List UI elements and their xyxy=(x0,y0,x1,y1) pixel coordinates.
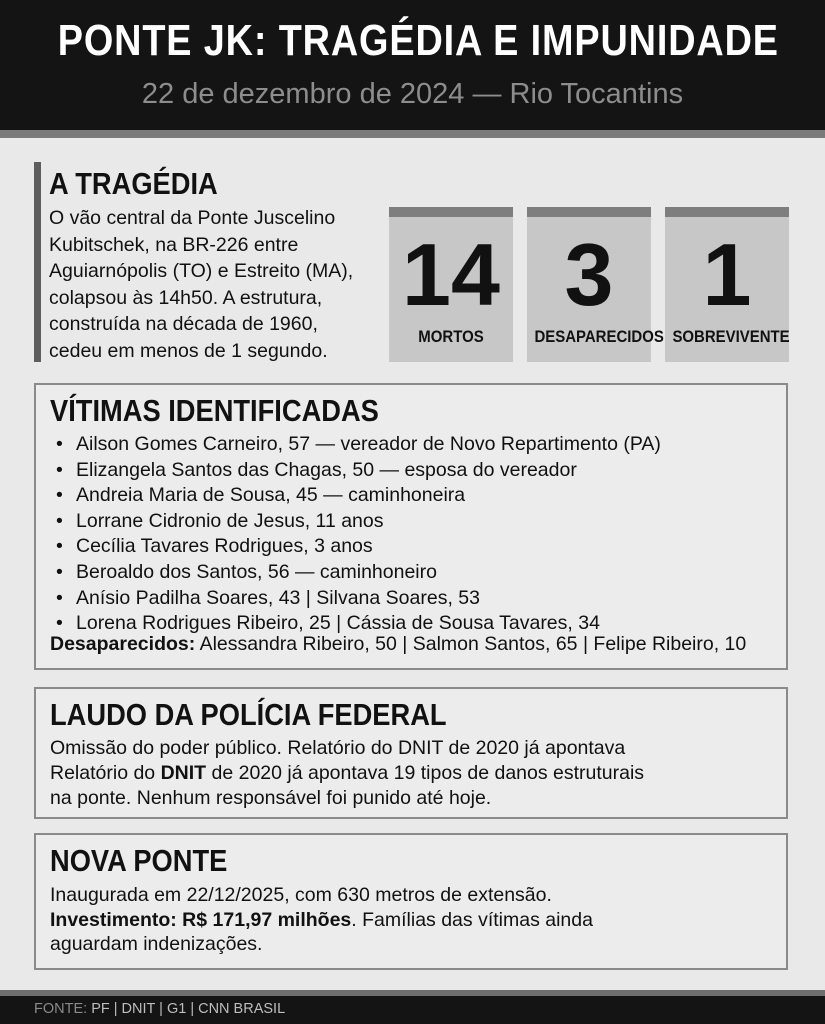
stat-value: 14 xyxy=(402,225,500,324)
list-item xyxy=(50,560,661,586)
list-item xyxy=(50,458,661,484)
laudo-section xyxy=(34,687,788,819)
vitimas-section xyxy=(34,383,788,670)
header-divider xyxy=(0,130,825,138)
section-accent-bar xyxy=(34,162,41,362)
footer xyxy=(0,990,825,1024)
victim-name: Lorena Rodrigues Ribeiro, 25 | Cássia de Sousa Tavares, 34 xyxy=(76,612,600,635)
bullet-icon: • xyxy=(56,612,63,635)
vitimas-heading: VÍTIMAS IDENTIFICADAS xyxy=(50,393,379,428)
missing-names: Alessandra Ribeiro, 50 | Salmon Santos, 65 | Felipe Ribeiro, 10 xyxy=(195,633,747,655)
nova-ponte-section xyxy=(34,833,788,970)
stat-label: SOBREVIVENTE xyxy=(672,327,790,346)
nova-ponte-line: Inaugurada em 22/12/2025, com 630 metros de extensão. xyxy=(50,884,552,906)
nova-ponte-line: aguardam indenizações. xyxy=(50,933,263,955)
missing-label: Desaparecidos: xyxy=(50,633,196,655)
laudo-text-bold: DNIT xyxy=(160,762,207,784)
victim-name: Lorrane Cidronio de Jesus, 11 anos xyxy=(76,509,384,532)
page-title: PONTE JK: TRAGÉDIA E IMPUNIDADE xyxy=(57,16,779,65)
laudo-line: na ponte. Nenhum responsável foi punido até hoje. xyxy=(50,787,492,809)
investment-label: Investimento: R$ 171,97 milhões xyxy=(50,909,352,931)
tragedia-description xyxy=(49,205,379,364)
stat-card-cap xyxy=(527,207,651,217)
list-item xyxy=(50,483,661,509)
bullet-icon: • xyxy=(56,509,63,532)
stat-card-sobrevivente xyxy=(665,207,789,362)
stat-card-desaparecidos xyxy=(527,207,664,362)
footer-divider xyxy=(0,990,825,996)
laudo-line: Omissão do poder público. Relatório do DNIT de 2020 já apontava xyxy=(50,737,626,759)
victim-name: Ailson Gomes Carneiro, 57 — vereador de Novo Repartimento (PA) xyxy=(76,433,661,455)
stat-card-cap xyxy=(665,207,789,217)
victim-name: Cecília Tavares Rodrigues, 3 anos xyxy=(76,535,373,558)
tragedia-line: construída na década de 1960, xyxy=(49,313,318,335)
nova-ponte-heading: NOVA PONTE xyxy=(50,843,228,878)
bullet-icon: • xyxy=(56,535,63,558)
victim-name: Elizangela Santos das Chagas, 50 — esposa do vereador xyxy=(76,458,577,481)
list-item xyxy=(50,534,661,560)
stat-card-cap xyxy=(389,207,513,217)
tragedia-line: Kubitschek, na BR-226 entre xyxy=(49,233,299,256)
victim-name: Beroaldo dos Santos, 56 — caminhoneiro xyxy=(76,560,437,583)
list-item xyxy=(50,586,661,612)
source-label: FONTE: xyxy=(34,1001,88,1017)
tragedia-line: colapsou às 14h50. A estrutura, xyxy=(49,286,323,309)
nova-ponte-text: . Famílias das vítimas ainda xyxy=(351,909,593,931)
stat-value: 3 xyxy=(564,225,614,324)
header xyxy=(0,0,825,130)
stat-card-mortos xyxy=(389,207,513,362)
tragedia-line: O vão central da Ponte Juscelino xyxy=(49,207,336,229)
stat-label: DESAPARECIDOS xyxy=(534,327,664,346)
bullet-icon: • xyxy=(56,484,63,507)
list-item xyxy=(50,432,661,458)
bullet-icon: • xyxy=(56,433,63,455)
laudo-text: de 2020 já apontava 19 tipos de danos estruturais xyxy=(206,762,645,784)
missing-persons xyxy=(50,633,746,656)
tragedia-line: Aguiarnópolis (TO) e Estreito (MA), xyxy=(49,260,354,282)
laudo-text: Relatório do xyxy=(50,762,161,784)
bullet-icon: • xyxy=(56,560,63,583)
laudo-heading: LAUDO DA POLÍCIA FEDERAL xyxy=(50,697,447,732)
nova-ponte-line xyxy=(50,908,593,934)
bullet-icon: • xyxy=(56,586,63,609)
source-credits xyxy=(34,1001,285,1017)
bullet-icon: • xyxy=(56,458,63,481)
tragedia-heading: A TRAGÉDIA xyxy=(49,166,218,201)
stat-value: 1 xyxy=(702,225,752,324)
source-list: PF | DNIT | G1 | CNN BRASIL xyxy=(87,1001,286,1017)
list-item xyxy=(50,509,661,535)
laudo-line xyxy=(50,761,644,787)
stat-label: MORTOS xyxy=(418,327,484,346)
tragedia-line: cedeu em menos de 1 segundo. xyxy=(49,339,328,362)
victims-list xyxy=(50,432,661,637)
page-subtitle: 22 de dezembro de 2024 — Rio Tocantins xyxy=(141,78,684,110)
victim-name: Andreia Maria de Sousa, 45 — caminhoneira xyxy=(76,484,466,507)
victim-name: Anísio Padilha Soares, 43 | Silvana Soares, 53 xyxy=(76,586,480,609)
